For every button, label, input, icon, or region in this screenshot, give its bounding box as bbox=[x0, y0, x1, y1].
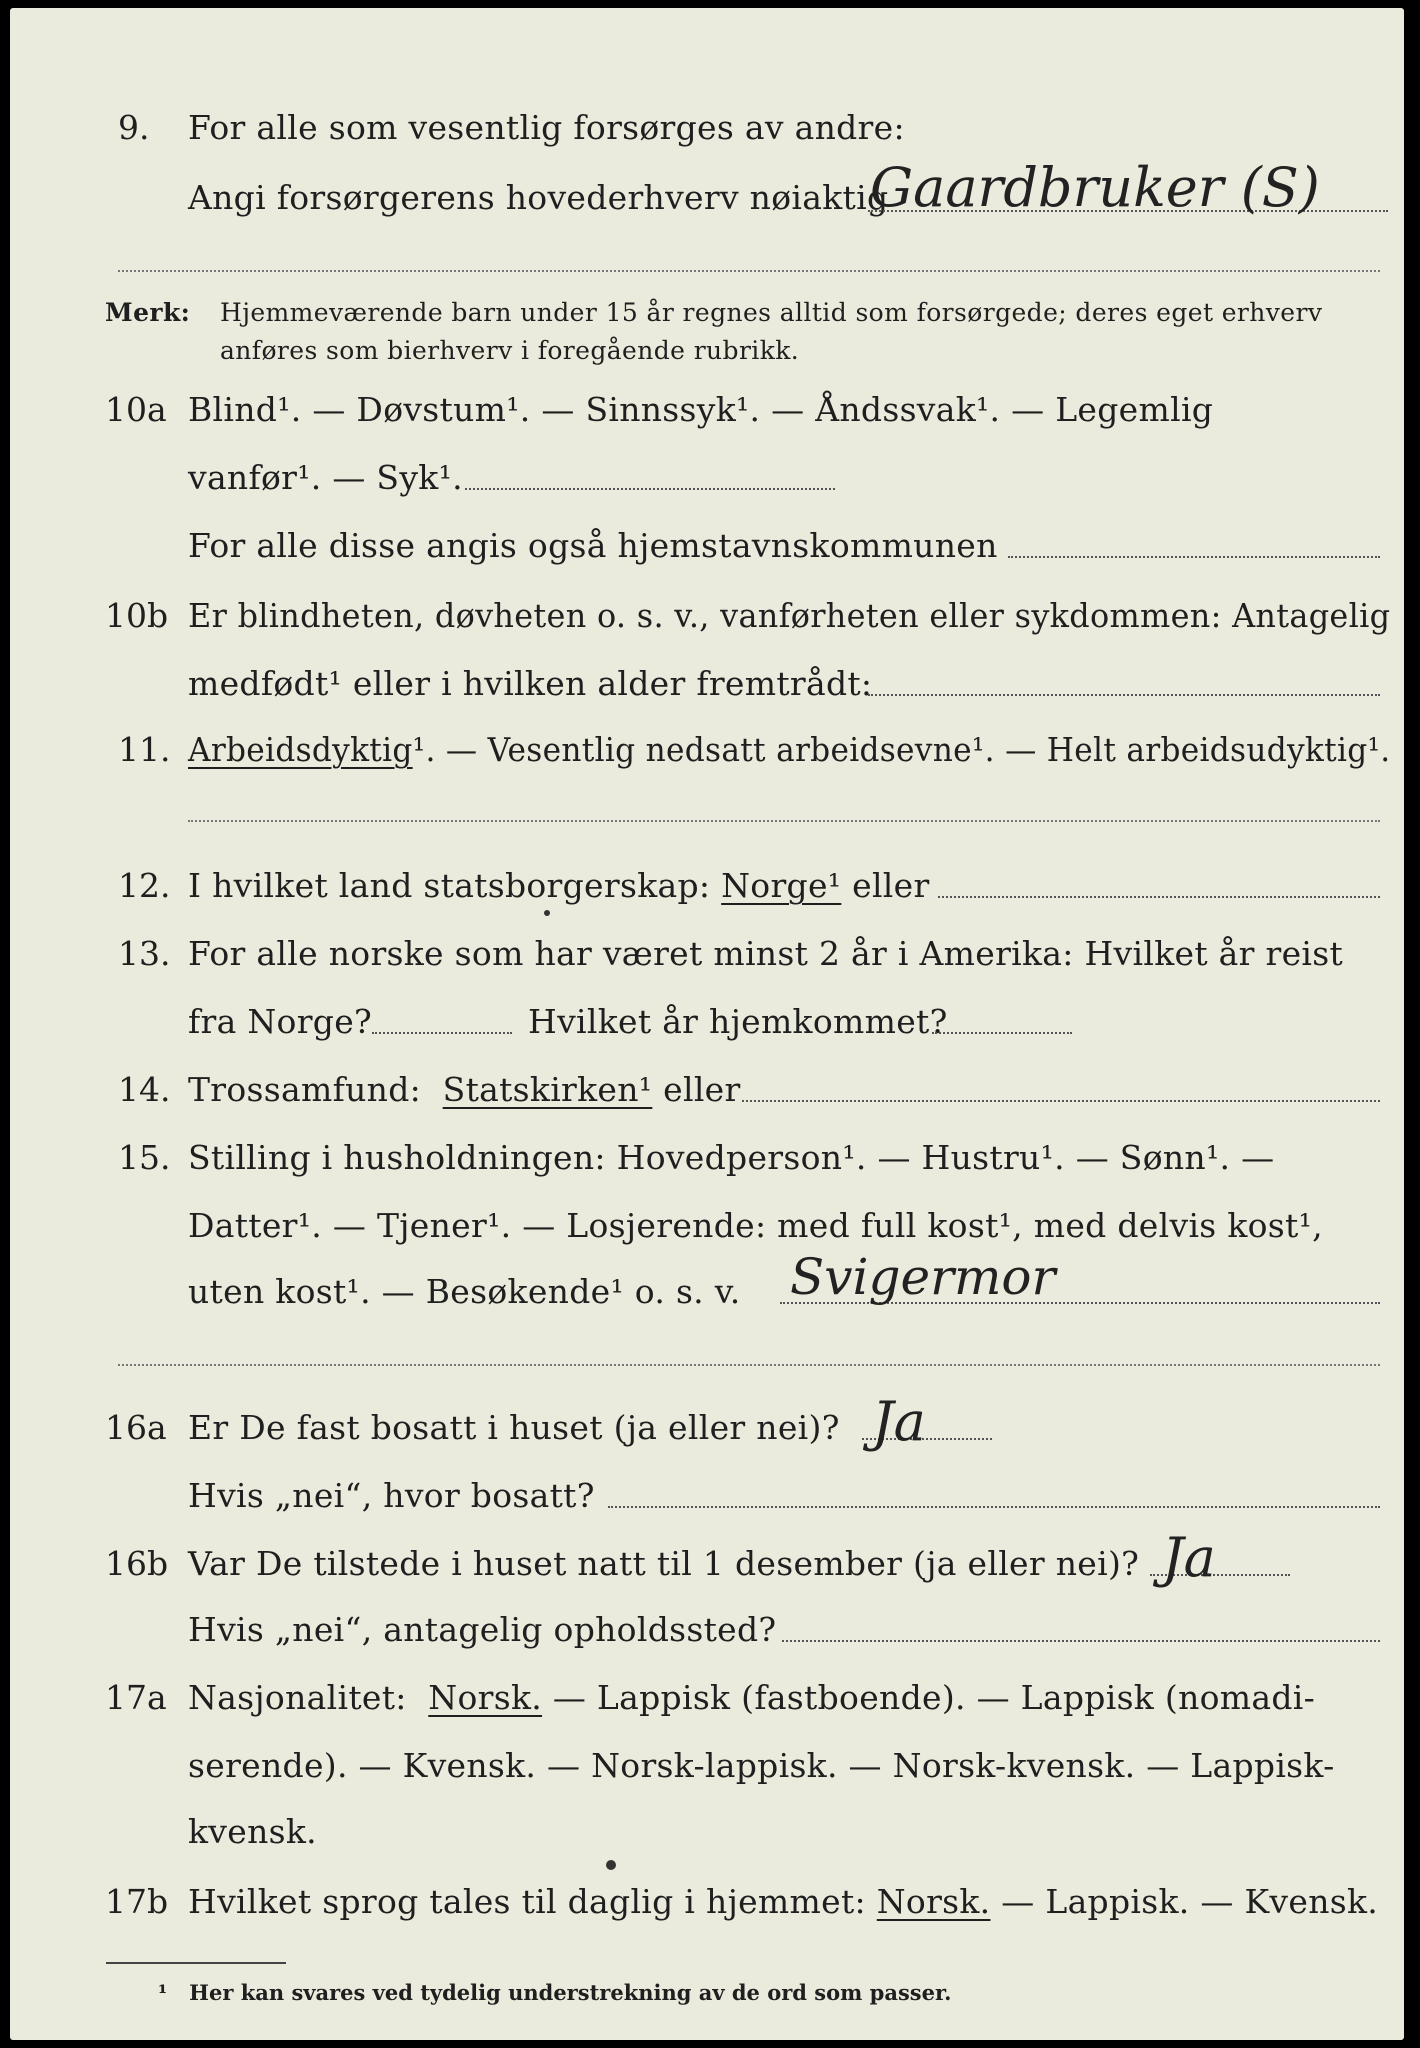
q13-line1: For alle norske som har været minst 2 år i Amerika: Hvilket år reist bbox=[188, 934, 1344, 973]
q11-number: 11. bbox=[118, 730, 171, 769]
q10b-number: 10b bbox=[105, 596, 169, 635]
footnote-mark: ¹ bbox=[158, 1980, 168, 2005]
q15-line3: uten kost¹. — Besøkende¹ o. s. v. bbox=[188, 1272, 741, 1311]
ink-dot bbox=[606, 1860, 616, 1870]
q16b-opholdssted-line bbox=[782, 1640, 1380, 1642]
q17a-rest: — Lappisk (fastboende). — Lappisk (nomadi- bbox=[552, 1678, 1316, 1717]
q14-underlined-answer: Statskirken¹ bbox=[442, 1070, 653, 1109]
q16a-line2: Hvis „nei“, hvor bosatt? bbox=[188, 1476, 595, 1515]
q10a-line3: For alle disse angis også hjemstavnskommunen bbox=[188, 526, 998, 565]
merk-line1: Hjemmeværende barn under 15 år regnes alltid som forsørgede; deres eget erhverv bbox=[220, 298, 1323, 327]
q15-number: 15. bbox=[118, 1138, 171, 1177]
q15-handwritten-answer: Svigermor bbox=[790, 1248, 1056, 1306]
q16b-handwritten-answer: Ja bbox=[1162, 1526, 1216, 1589]
footnote bbox=[158, 1980, 951, 2005]
footnote-rule bbox=[106, 1962, 286, 1964]
merk-label: Merk: bbox=[105, 298, 191, 327]
q10a-syk-line bbox=[465, 488, 835, 490]
q16a-line1: Er De fast bosatt i huset (ja eller nei)? bbox=[188, 1408, 840, 1447]
q10a-line2: vanfør¹. — Syk¹. bbox=[188, 458, 463, 497]
q17b-rest: — Lappisk. — Kvensk. bbox=[1001, 1882, 1379, 1921]
q12-prefix: I hvilket land statsborgerskap: bbox=[188, 866, 711, 905]
q12-suffix: eller bbox=[852, 866, 930, 905]
q15-line1: Stilling i husholdningen: Hovedperson¹. — Hustru¹. — Sønn¹. — bbox=[188, 1138, 1275, 1177]
q17b-underlined-answer: Norsk. bbox=[876, 1882, 991, 1921]
q17a-underlined-answer: Norsk. bbox=[428, 1678, 543, 1717]
q12-line bbox=[188, 866, 930, 905]
q9-handwritten-answer: Gaardbruker (S) bbox=[870, 156, 1320, 219]
q14-line bbox=[188, 1070, 741, 1109]
q10a-kommune-line bbox=[1008, 556, 1380, 558]
q14-answer-line bbox=[742, 1100, 1380, 1102]
q16a-handwritten-answer: Ja bbox=[872, 1390, 926, 1453]
q11-underlined-answer: Arbeidsdyktig bbox=[188, 730, 413, 769]
q13-hjemkommet-line bbox=[932, 1032, 1072, 1034]
q17b-prefix: Hvilket sprog tales til daglig i hjemmet: bbox=[188, 1882, 866, 1921]
q13-line2a: fra Norge? bbox=[188, 1002, 373, 1041]
census-form-page bbox=[10, 8, 1404, 2040]
q17b-number: 17b bbox=[105, 1882, 169, 1921]
footnote-text: Her kan svares ved tydelig understrekning av de ord som passer. bbox=[189, 1980, 952, 2005]
section-divider bbox=[118, 1364, 1380, 1366]
q16b-line2: Hvis „nei“, antagelig opholdssted? bbox=[188, 1610, 777, 1649]
q17a-number: 17a bbox=[105, 1678, 167, 1717]
q10b-alder-line bbox=[868, 694, 1380, 696]
q11-rest: ¹. — Vesentlig nedsatt arbeidsevne¹. — Helt arbeidsudyktig¹. bbox=[412, 730, 1391, 769]
q10a-number: 10a bbox=[105, 390, 167, 429]
q13-line2b: Hvilket år hjemkommet? bbox=[528, 1002, 948, 1041]
q10b-line1: Er blindheten, døvheten o. s. v., vanførheten eller sykdommen: Antagelig bbox=[188, 596, 1391, 635]
q10b-line2: medfødt¹ eller i hvilken alder fremtrådt: bbox=[188, 664, 873, 703]
q14-prefix: Trossamfund: bbox=[188, 1070, 422, 1109]
section-divider bbox=[118, 270, 1380, 272]
q12-underlined-answer: Norge¹ bbox=[721, 866, 842, 905]
ink-dot bbox=[544, 910, 550, 916]
q13-number: 13. bbox=[118, 934, 171, 973]
q16b-line1: Var De tilstede i huset natt til 1 desember (ja eller nei)? bbox=[188, 1544, 1140, 1583]
q9-line2: Angi forsørgerens hovederhverv nøiaktig bbox=[188, 178, 889, 217]
q12-answer-line bbox=[938, 896, 1380, 898]
q15-line2: Datter¹. — Tjener¹. — Losjerende: med full kost¹, med delvis kost¹, bbox=[188, 1206, 1323, 1245]
q17a-line2: serende). — Kvensk. — Norsk-lappisk. — Norsk-kvensk. — Lappisk- bbox=[188, 1746, 1335, 1785]
q16b-number: 16b bbox=[105, 1544, 169, 1583]
q17b-line bbox=[188, 1882, 1378, 1921]
q11-line bbox=[188, 730, 1390, 769]
merk-line2: anføres som bierhverv i foregående rubrikk. bbox=[220, 336, 800, 365]
q14-suffix: eller bbox=[663, 1070, 741, 1109]
q14-number: 14. bbox=[118, 1070, 171, 1109]
q12-number: 12. bbox=[118, 866, 171, 905]
q9-number: 9. bbox=[118, 108, 150, 147]
q10a-line1: Blind¹. — Døvstum¹. — Sinnssyk¹. — Åndssvak¹. — Legemlig bbox=[188, 390, 1214, 429]
q13-reist-line bbox=[372, 1032, 512, 1034]
q16a-number: 16a bbox=[105, 1408, 167, 1447]
q11-extra-line bbox=[188, 820, 1380, 822]
q16a-bosatt-line bbox=[608, 1506, 1380, 1508]
q17a-line3: kvensk. bbox=[188, 1812, 317, 1851]
q9-line1: For alle som vesentlig forsørges av andre: bbox=[188, 108, 905, 147]
q17a-line1 bbox=[188, 1678, 1315, 1717]
q17a-prefix: Nasjonalitet: bbox=[188, 1678, 407, 1717]
